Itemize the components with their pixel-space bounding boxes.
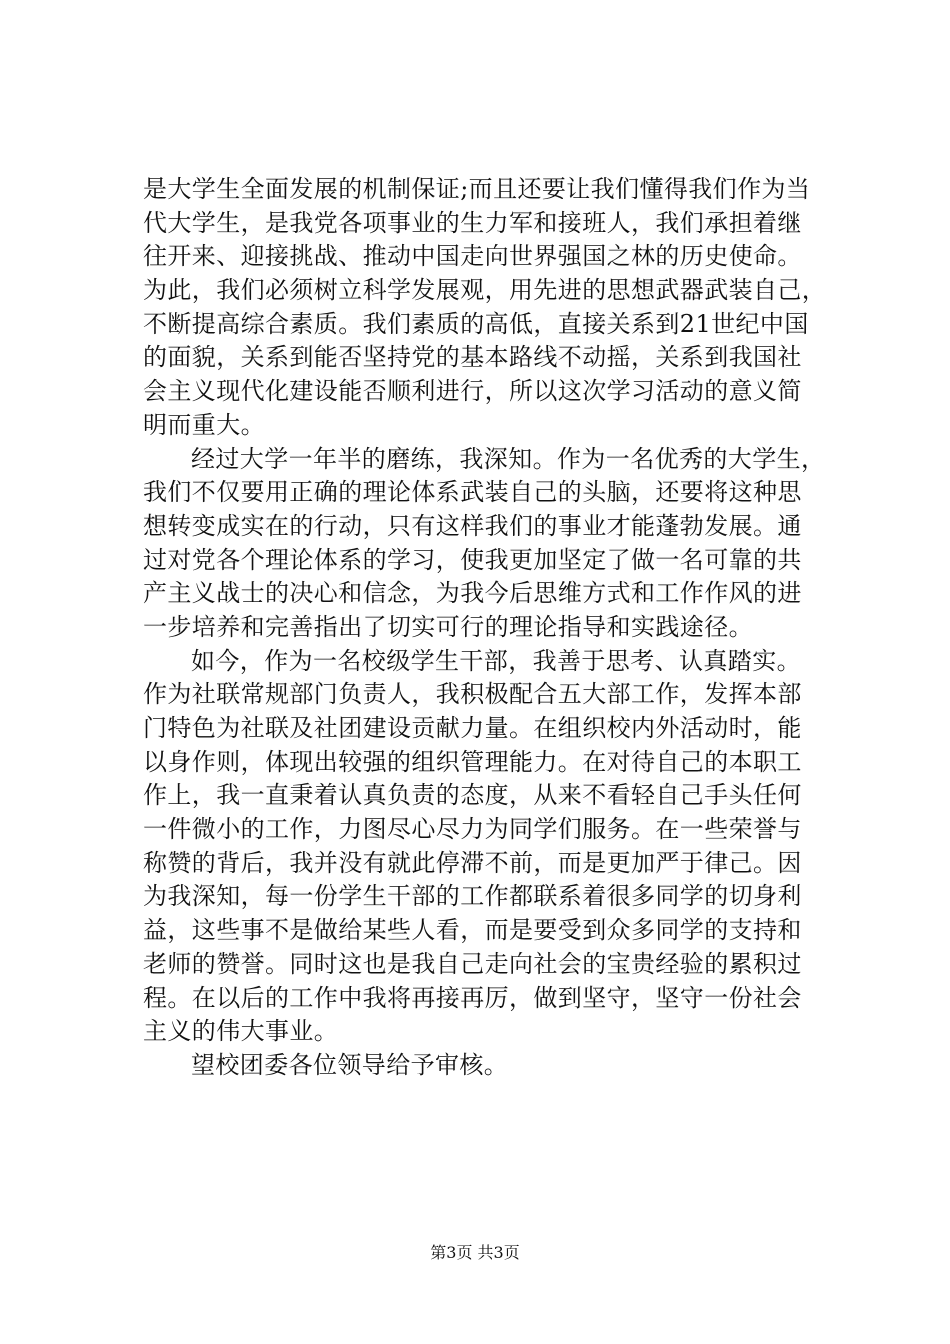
text-line: 我们不仅要用正确的理论体系武装自己的头脑，还要将这种思 [143,478,802,507]
page-footer: 第3页 共3页 [430,1243,520,1262]
document-body [143,173,827,1083]
text-line: 为我深知，每一份学生干部的工作都联系着很多同学的切身利 [143,882,802,911]
text-line: 过对党各个理论体系的学习，使我更加坚定了做一名可靠的共 [143,545,802,574]
text-line: 称赞的背后，我并没有就此停滞不前，而是更加严于律己。因 [143,848,802,877]
text-line: 为此，我们必须树立科学发展观，用先进的思想武器武装自己， [143,276,827,305]
text-line: 作上，我一直秉着认真负责的态度，从来不看轻自己手头任何 [143,781,802,810]
text-line: 如今，作为一名校级学生干部，我善于思考、认真踏实。 [191,646,801,675]
text-line: 想转变成实在的行动，只有这样我们的事业才能蓬勃发展。通 [143,511,802,540]
text-line: 益，这些事不是做给某些人看，而是要受到众多同学的支持和 [143,916,802,945]
text-line: 会主义现代化建设能否顺利进行，所以这次学习活动的意义简 [143,377,802,406]
text-line: 一件微小的工作，力图尽心尽力为同学们服务。在一些荣誉与 [143,815,802,844]
text-line: 代大学生，是我党各项事业的生力军和接班人，我们承担着继 [143,208,802,237]
text-line: 不断提高综合素质。我们素质的高低，直接关系到21世纪中国 [143,309,809,338]
text-line: 主义的伟大事业。 [143,1017,339,1046]
text-line: 明而重大。 [143,410,265,439]
text-line: 程。在以后的工作中我将再接再厉，做到坚守，坚守一份社会 [143,983,802,1012]
text-line: 一步培养和完善指出了切实可行的理论指导和实践途径。 [143,612,753,641]
text-line: 经过大学一年半的磨练，我深知。作为一名优秀的大学生， [191,444,826,473]
text-line: 老师的赞誉。同时这也是我自己走向社会的宝贵经验的累积过 [143,949,802,978]
text-line: 是大学生全面发展的机制保证;而且还要让我们懂得我们作为当 [143,175,811,203]
text-line: 产主义战士的决心和信念，为我今后思维方式和工作作风的进 [143,579,802,608]
text-line: 的面貌，关系到能否坚持党的基本路线不动摇，关系到我国社 [143,343,802,372]
text-line: 望校团委各位领导给予审核。 [191,1050,509,1079]
text-line: 往开来、迎接挑战、推动中国走向世界强国之林的历史使命。 [143,242,802,271]
text-line: 作为社联常规部门负责人，我积极配合五大部工作，发挥本部 [143,680,802,709]
text-line: 门特色为社联及社团建设贡献力量。在组织校内外活动时，能 [143,714,802,742]
text-line: 以身作则，体现出较强的组织管理能力。在对待自己的本职工 [143,747,802,776]
